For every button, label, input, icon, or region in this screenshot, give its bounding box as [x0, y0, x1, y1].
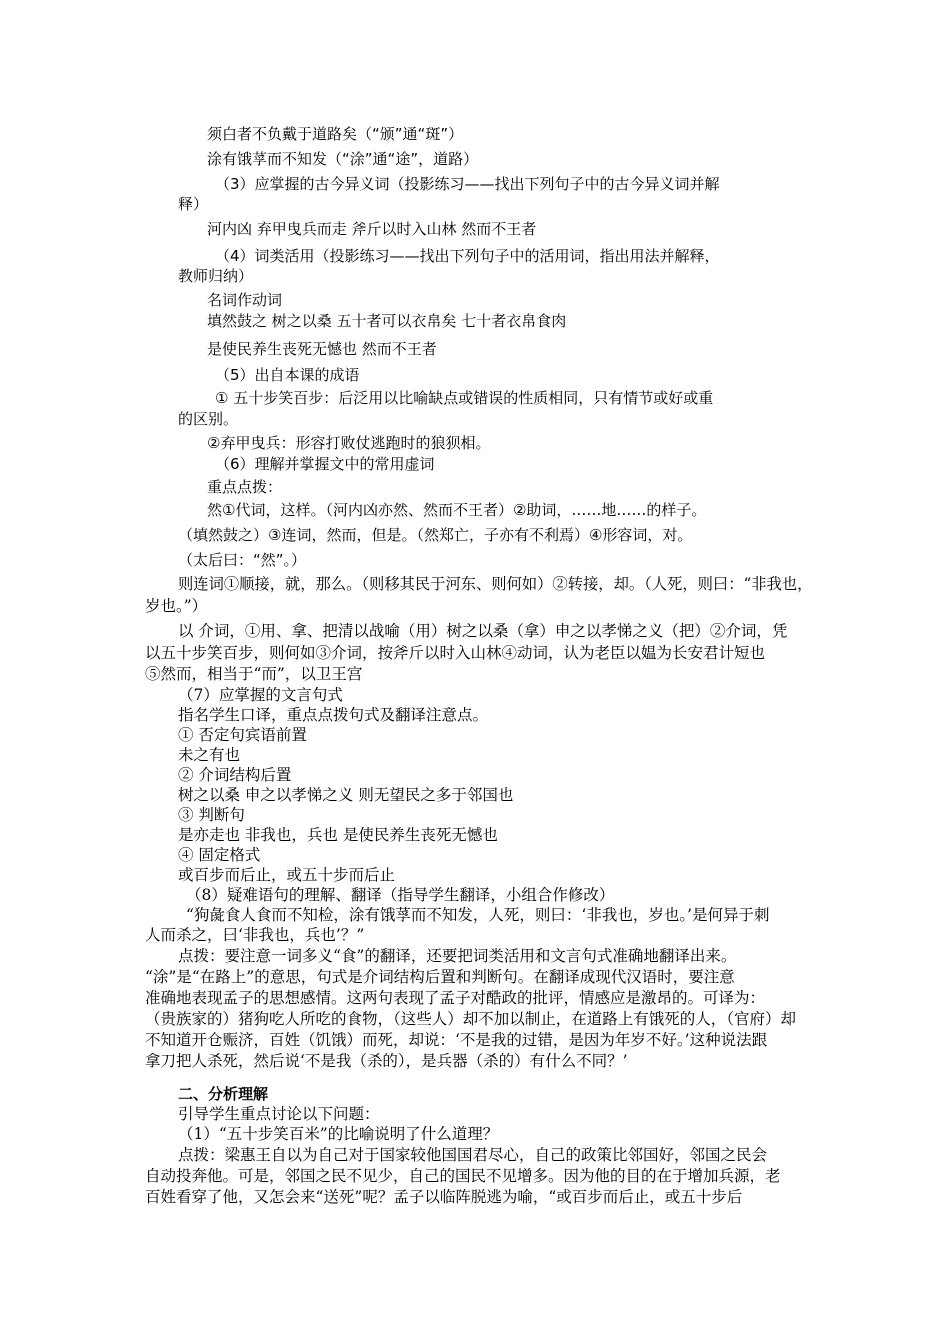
text-line: （8）疑难语句的理解、翻译（指导学生翻译，小组合作修改）: [186, 886, 615, 904]
text-line: 引导学生重点讨论以下问题：: [178, 1105, 380, 1123]
text-line: ② 介词结构后置: [178, 766, 292, 784]
text-line: 或百步而后止，或五十步而后止: [178, 866, 396, 884]
text-line: “涂”是“在路上”的意思，句式是介词结构后置和判断句。在翻译成现代汉语时，要注意: [145, 968, 735, 986]
text-line: （贵族家的）猪狗吃人所吃的食物，（这些人）却不加以制止，在道路上有饿死的人，（官府）却: [145, 1010, 797, 1028]
text-line: （7）应掌握的文言句式: [178, 686, 343, 704]
text-line: 以 介词，①用、拿、把清以战喻（用）树之以桑（拿）申之以孝悌之义（把）②介词，凭: [178, 622, 788, 640]
text-line: 教师归纳）: [178, 267, 254, 285]
text-line: （3）应掌握的古今异义词（投影练习——找出下列句子中的古今异义词并解: [215, 175, 720, 193]
text-line: ⑤然而，相当于“而”，以卫王宫: [145, 665, 363, 683]
text-line: 重点点拨：: [207, 478, 283, 496]
text-line: 岁也。”）: [145, 597, 208, 615]
text-line: 自动投奔他。可是，邻国之民不见少，自己的国民不见增多。因为他的目的在于增加兵源，老: [145, 1167, 781, 1185]
text-line: 不知道开仓赈济，百姓（饥饿）而死，却说：‘不是我的过错，是因为年岁不好。’这种说法跟: [145, 1031, 768, 1049]
text-line: 百姓看穿了他，又怎会来“送死”呢？孟子以临阵脱逃为喻，“或百步而后止，或五十步后: [145, 1188, 743, 1206]
text-line: 涂有饿莩而不知发（“涂”通“途”，道路）: [207, 150, 479, 168]
text-line: （4）词类活用（投影练习——找出下列句子中的活用词，指出用法并解释，: [215, 247, 720, 265]
text-line: （5）出自本课的成语: [215, 366, 360, 384]
text-line: 河内凶 弃甲曳兵而走 斧斤以时入山林 然而不王者: [207, 220, 537, 238]
text-line: 须白者不负戴于道路矣（“颁”通“斑”）: [207, 125, 464, 143]
text-line: 名词作动词: [207, 291, 283, 309]
text-line: 指名学生口译，重点点拨句式及翻译注意点。: [178, 706, 489, 724]
text-line: ③ 判断句: [178, 806, 245, 824]
text-line: 然①代词，这样。（河内凶亦然、然而不王者）②助词，……地……的样子。: [207, 501, 707, 519]
text-line: 则连词①顺接，就，那么。（则移其民于河东、则何如）②转接，却。（人死，则曰：“非我也，: [178, 575, 813, 593]
text-line: 是亦走也 非我也，兵也 是使民养生丧死无憾也: [178, 826, 498, 844]
text-line: 人而杀之，曰‘非我也，兵也’？”: [145, 926, 365, 944]
text-line: ②弃甲曳兵：形容打败仗逃跑时的狼狈相。: [207, 434, 491, 452]
text-line: 未之有也: [178, 746, 241, 764]
text-line: （太后曰：“然”。）: [178, 551, 307, 569]
text-line: （1）“五十步笑百米”的比喻说明了什么道理？: [178, 1125, 499, 1143]
text-line: （6）理解并掌握文中的常用虚词: [215, 455, 435, 473]
text-line: 点拨：要注意一词多义“食”的翻译，还要把词类活用和文言句式准确地翻译出来。: [178, 947, 737, 965]
text-line: 树之以桑 申之以孝悌之义 则无望民之多于邻国也: [178, 786, 514, 804]
section-heading: 二、分析理解: [178, 1085, 269, 1103]
text-line: “狗彘食人食而不知检，涂有饿莩而不知发，人死，则曰：‘非我也，岁也。’是何异于刺: [186, 906, 770, 924]
text-line: ① 五十步笑百步：后泛用以比喻缺点或错误的性质相同，只有情节或好或重: [215, 389, 714, 407]
text-line: （填然鼓之）③连词，然而，但是。（然郑亡，子亦有不利焉）④形容词，对。: [178, 526, 693, 544]
text-line: 是使民养生丧死无憾也 然而不王者: [207, 340, 437, 358]
text-line: 的区别。: [178, 410, 239, 428]
text-line: 拿刀把人杀死，然后说‘不是我（杀的），是兵器（杀的）有什么不同？’: [145, 1052, 628, 1070]
text-line: ① 否定句宾语前置: [178, 726, 307, 744]
text-line: ④ 固定格式: [178, 846, 261, 864]
text-line: 释）: [178, 195, 209, 213]
text-line: 准确地表现孟子的思想感情。这两句表现了孟子对酷政的批评，情感应是激昂的。可译为：: [145, 989, 766, 1007]
text-line: 填然鼓之 树之以桑 五十者可以衣帛矣 七十者衣帛食肉: [207, 312, 567, 330]
text-line: 点拨：梁惠王自以为自己对于国家较他国国君尽心，自己的政策比邻国好，邻国之民会: [178, 1146, 768, 1164]
text-line: 以五十步笑百步，则何如③介词，按斧斤以时入山林④动词，认为老臣以媪为长安君计短也: [145, 644, 766, 662]
